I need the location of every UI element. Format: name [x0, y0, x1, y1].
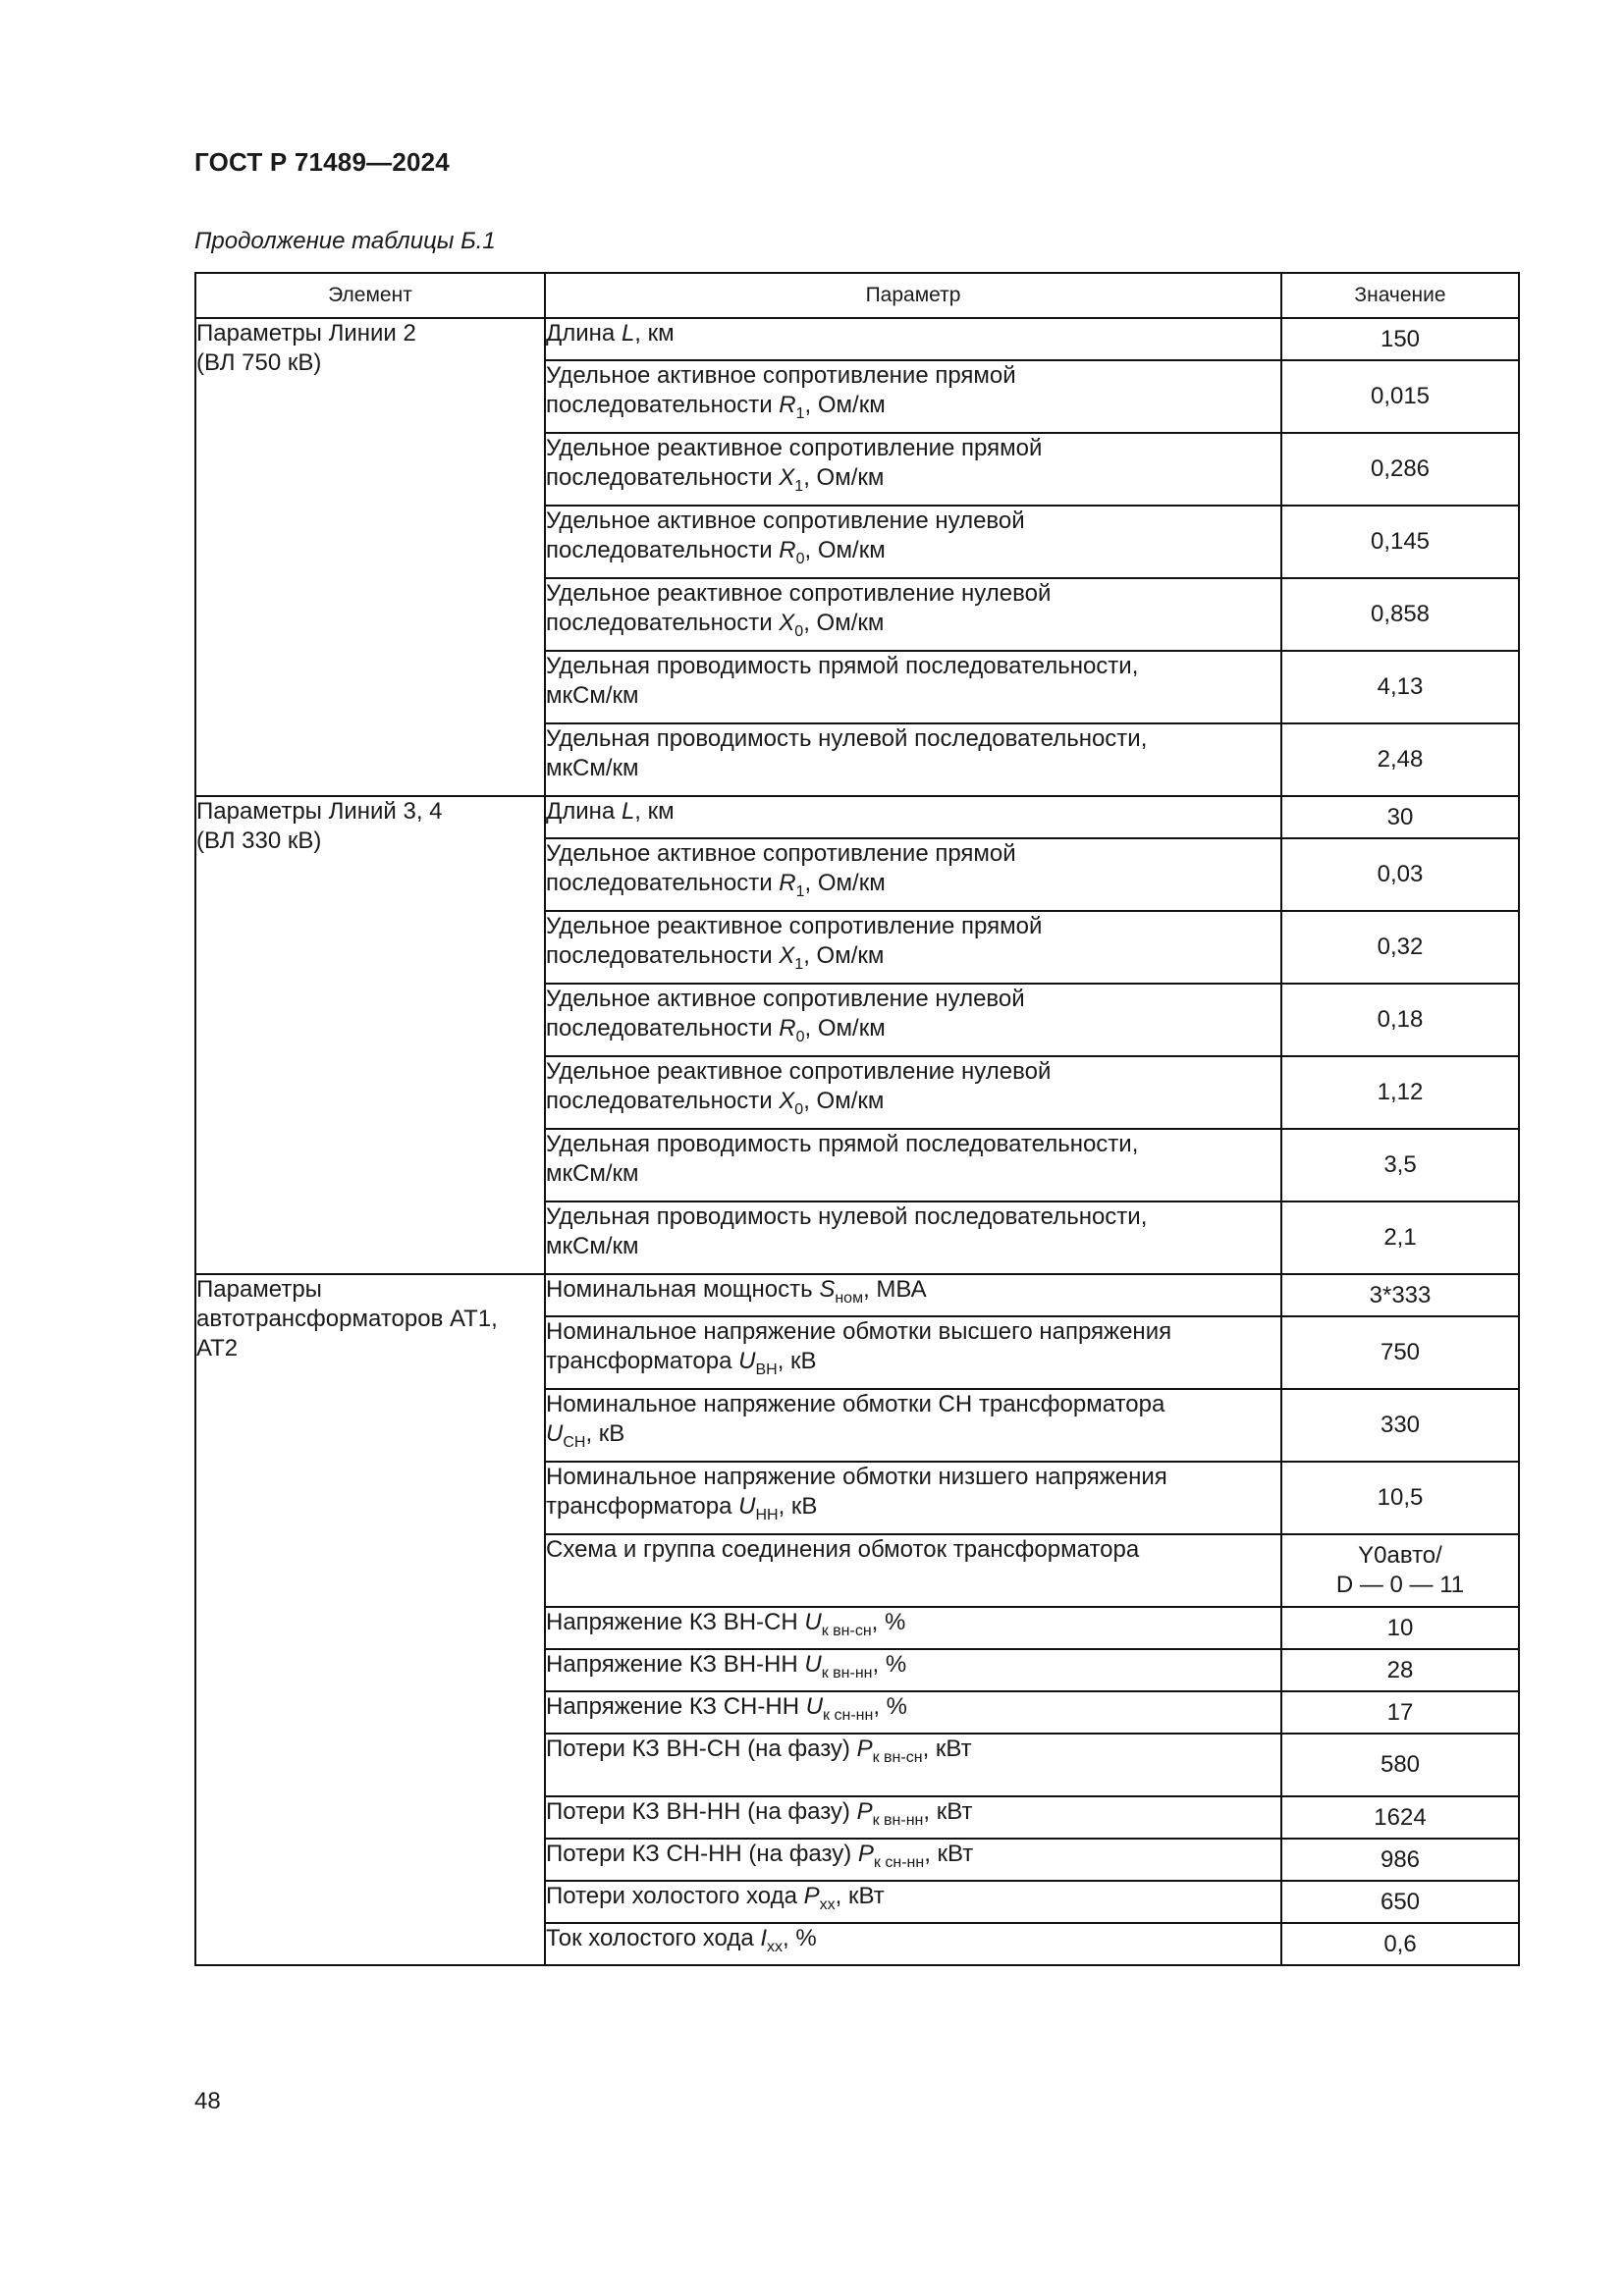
parameter-symbol: U [805, 1693, 824, 1720]
parameter-symbol: U [738, 1348, 756, 1374]
parameters-table [194, 272, 1520, 1966]
value-cell [1281, 1129, 1519, 1201]
parameter-label-line: Удельная проводимость нулевой последовательности, [546, 725, 1148, 752]
value-text: 4,13 [1377, 673, 1424, 700]
parameter-unit: , Ом/км [804, 392, 886, 418]
parameter-symbol: X [779, 464, 795, 491]
parameter-subscript: к вн-сн [821, 1623, 872, 1639]
document-code: ГОСТ Р 71489—2024 [194, 147, 450, 177]
value-text: 1,12 [1377, 1079, 1424, 1105]
value-text: 750 [1380, 1339, 1421, 1365]
value-cell [1281, 1389, 1519, 1462]
parameter-text: последовательности [546, 1015, 780, 1041]
parameter-unit: , Ом/км [803, 610, 885, 636]
parameter-label-line: Удельное активное сопротивление нулевой [546, 507, 1025, 534]
value-text: 0,32 [1377, 934, 1424, 960]
parameter-label-line [546, 1419, 1280, 1449]
parameter-unit: , Ом/км [803, 1088, 885, 1114]
parameter-unit: , Ом/км [804, 870, 886, 896]
parameter-cell [545, 506, 1281, 578]
value-cell [1281, 1534, 1519, 1607]
parameter-cell [545, 433, 1281, 506]
value-text: 30 [1386, 803, 1414, 830]
parameter-text: Потери КЗ ВН-СН (на фазу) [546, 1735, 857, 1762]
value-text: 0,18 [1377, 1006, 1424, 1033]
parameter-label-line [546, 1924, 1280, 1953]
value-cell [1281, 1839, 1519, 1881]
value-text: 0,015 [1370, 383, 1431, 409]
value-text: D — 0 — 11 [1335, 1572, 1465, 1598]
parameter-subscript: 1 [795, 883, 805, 900]
value-text: 580 [1380, 1751, 1421, 1778]
parameter-symbol: S [819, 1276, 836, 1303]
parameter-symbol: X [779, 610, 795, 636]
column-header-parameter: Параметр [545, 273, 1281, 318]
parameter-text: последовательности [546, 1088, 780, 1114]
parameter-symbol: L [621, 798, 635, 825]
element-cell [195, 1274, 545, 1965]
parameter-symbol: I [760, 1925, 768, 1951]
element-label-line: Параметры Линии 2 [196, 320, 416, 347]
parameter-cell [545, 1389, 1281, 1462]
parameter-label-line [546, 1347, 1280, 1376]
value-text: 150 [1380, 325, 1421, 352]
parameter-cell [545, 1649, 1281, 1691]
table-row [195, 318, 1519, 360]
parameter-label-line [546, 391, 1280, 420]
parameter-cell [545, 1534, 1281, 1607]
parameter-symbol: U [804, 1651, 822, 1678]
value-cell [1281, 984, 1519, 1056]
parameter-cell [545, 1796, 1281, 1839]
value-cell [1281, 1201, 1519, 1274]
parameter-cell [545, 1923, 1281, 1965]
parameter-symbol: X [779, 942, 795, 969]
parameter-label-line: Номинальное напряжение обмотки высшего напряжения [546, 1318, 1172, 1345]
value-text: 330 [1380, 1412, 1421, 1438]
parameter-label-line [546, 1797, 1280, 1827]
table-header-row [195, 273, 1519, 318]
parameter-label-line: Номинальное напряжение обмотки низшего напряжения [546, 1464, 1167, 1490]
parameter-subscript: 1 [794, 478, 804, 495]
parameter-label-line [546, 1159, 1280, 1189]
parameter-label-line [546, 1275, 1280, 1305]
column-header-value: Значение [1281, 273, 1519, 318]
parameter-cell [545, 838, 1281, 911]
value-cell [1281, 723, 1519, 796]
parameter-unit: , МВА [863, 1276, 927, 1303]
table-caption: Продолжение таблицы Б.1 [194, 228, 496, 254]
parameter-label-line [546, 681, 1280, 711]
element-label-line: (ВЛ 330 кВ) [196, 828, 322, 854]
parameter-unit: , Ом/км [803, 464, 885, 491]
value-cell [1281, 1056, 1519, 1129]
parameter-cell [545, 318, 1281, 360]
parameter-text: Потери КЗ ВН-НН (на фазу) [546, 1798, 857, 1825]
parameter-symbol: R [779, 1015, 796, 1041]
parameter-subscript: НН [755, 1507, 779, 1523]
parameter-cell [545, 1201, 1281, 1274]
parameter-label-line [546, 1840, 1280, 1869]
value-text: 2,48 [1377, 746, 1424, 773]
value-cell [1281, 1316, 1519, 1389]
parameter-cell [545, 796, 1281, 838]
value-cell [1281, 911, 1519, 984]
parameter-text: Длина [546, 320, 622, 347]
parameter-subscript: к вн-нн [821, 1665, 873, 1682]
parameter-text: последовательности [546, 610, 780, 636]
parameter-text: мкСм/км [546, 682, 639, 709]
table-row [195, 796, 1519, 838]
parameter-label-line: Удельная проводимость прямой последовательности, [546, 653, 1139, 679]
parameter-label-line: Удельное активное сопротивление прямой [546, 362, 1016, 389]
parameter-cell [545, 578, 1281, 651]
parameter-label-line [546, 1882, 1280, 1911]
parameter-subscript: ВН [755, 1362, 778, 1378]
parameter-unit: , кВт [922, 1735, 972, 1762]
parameter-label-line [546, 869, 1280, 898]
value-text: Y0авто/ [1358, 1542, 1442, 1569]
element-cell [195, 796, 545, 1274]
parameter-subscript: к сн-нн [873, 1854, 925, 1871]
parameter-unit: , % [783, 1925, 817, 1951]
parameter-subscript: СН [563, 1434, 586, 1451]
parameter-symbol: U [546, 1420, 564, 1447]
parameter-symbol: L [621, 320, 635, 347]
parameter-label-line: Удельное активное сопротивление прямой [546, 840, 1016, 867]
parameter-symbol: X [779, 1088, 795, 1114]
parameter-text: Ток холостого хода [546, 1925, 761, 1951]
value-cell [1281, 796, 1519, 838]
parameter-subscript: ном [835, 1290, 864, 1307]
parameter-subscript: хх [819, 1896, 836, 1913]
page-number: 48 [194, 2088, 221, 2114]
value-cell [1281, 1649, 1519, 1691]
value-cell [1281, 1691, 1519, 1734]
parameter-unit: , кВ [778, 1493, 818, 1520]
element-label-line: (ВЛ 750 кВ) [196, 349, 322, 376]
parameter-cell [545, 1839, 1281, 1881]
parameter-label-line [546, 797, 1280, 827]
value-cell [1281, 1923, 1519, 1965]
value-cell [1281, 1274, 1519, 1316]
parameter-unit: , кВт [923, 1798, 973, 1825]
value-cell [1281, 1734, 1519, 1796]
parameter-unit: , Ом/км [804, 1015, 886, 1041]
parameter-cell [545, 984, 1281, 1056]
parameter-unit: , кВт [835, 1883, 885, 1909]
value-text: 986 [1380, 1845, 1421, 1873]
value-cell [1281, 1462, 1519, 1534]
parameter-symbol: R [779, 870, 796, 896]
parameter-symbol: R [779, 392, 796, 418]
parameter-subscript: 0 [794, 623, 804, 640]
parameter-cell [545, 1316, 1281, 1389]
parameter-label-line [546, 1608, 1280, 1637]
parameter-subscript: 1 [794, 956, 804, 973]
parameter-unit: , км [634, 798, 675, 825]
parameter-cell [545, 723, 1281, 796]
parameter-label-line: Удельная проводимость прямой последовательности, [546, 1131, 1139, 1157]
parameter-label-line [546, 1735, 1280, 1764]
parameter-label-line [546, 319, 1280, 348]
value-text: 28 [1386, 1656, 1414, 1683]
parameter-label-line: Удельное активное сопротивление нулевой [546, 986, 1025, 1012]
parameter-text: мкСм/км [546, 1233, 639, 1259]
parameter-symbol: P [857, 1841, 874, 1867]
value-text: 1624 [1374, 1803, 1427, 1831]
element-label-line: автотрансформаторов АТ1, [196, 1306, 498, 1332]
parameter-symbol: U [804, 1609, 822, 1635]
parameter-label-line [546, 1087, 1280, 1116]
parameter-cell [545, 1607, 1281, 1649]
parameter-text: последовательности [546, 537, 780, 563]
value-text: 10 [1386, 1614, 1414, 1641]
parameter-cell [545, 1462, 1281, 1534]
parameter-cell [545, 1734, 1281, 1796]
element-label-line: Параметры [196, 1276, 322, 1303]
parameter-text: последовательности [546, 392, 780, 418]
parameter-label-line [546, 1692, 1280, 1722]
parameter-text: последовательности [546, 464, 780, 491]
element-label-line: АТ2 [196, 1335, 239, 1362]
parameter-cell [545, 651, 1281, 723]
parameter-label-line [546, 1014, 1280, 1043]
parameter-label-line: Номинальное напряжение обмотки СН трансформатора [546, 1391, 1165, 1417]
parameter-label-line: Удельное реактивное сопротивление прямой [546, 913, 1043, 939]
value-text: 10,5 [1377, 1484, 1424, 1511]
parameter-subscript: к вн-сн [872, 1749, 923, 1766]
parameter-text: трансформатора [546, 1348, 739, 1374]
parameter-cell [545, 1881, 1281, 1923]
parameter-subscript: 0 [795, 551, 805, 567]
parameter-cell [545, 1129, 1281, 1201]
parameter-text: Потери холостого хода [546, 1883, 804, 1909]
table-body [195, 318, 1519, 1965]
parameter-text: мкСм/км [546, 1160, 639, 1187]
parameter-text: трансформатора [546, 1493, 739, 1520]
value-text: 17 [1386, 1698, 1414, 1726]
value-cell [1281, 838, 1519, 911]
parameter-text: последовательности [546, 942, 780, 969]
value-text: 0,858 [1370, 601, 1431, 627]
parameter-label-line [546, 463, 1280, 493]
parameter-label-line: Удельное реактивное сопротивление прямой [546, 435, 1043, 461]
column-header-element: Элемент [195, 273, 545, 318]
parameter-text: Напряжение КЗ ВН-НН [546, 1651, 805, 1678]
parameter-unit: , кВ [585, 1420, 625, 1447]
parameter-label-line [546, 941, 1280, 971]
parameter-label-line [546, 536, 1280, 565]
parameter-label-line [546, 609, 1280, 638]
parameter-symbol: P [803, 1883, 820, 1909]
value-cell [1281, 433, 1519, 506]
parameter-unit: , % [873, 1693, 908, 1720]
parameter-label-line: Схема и группа соединения обмоток трансформатора [546, 1536, 1140, 1563]
parameter-label-line: Удельное реактивное сопротивление нулевой [546, 580, 1052, 607]
parameter-unit: , % [871, 1609, 906, 1635]
value-cell [1281, 578, 1519, 651]
parameter-unit: , % [872, 1651, 907, 1678]
table-row [195, 1274, 1519, 1316]
parameter-text: мкСм/км [546, 755, 639, 781]
element-label-line: Параметры Линий 3, 4 [196, 798, 443, 825]
parameter-cell [545, 1056, 1281, 1129]
parameter-text: Длина [546, 798, 622, 825]
value-text: 650 [1380, 1888, 1421, 1915]
value-cell [1281, 1607, 1519, 1649]
parameter-cell [545, 1274, 1281, 1316]
value-cell [1281, 1881, 1519, 1923]
parameter-cell [545, 1691, 1281, 1734]
parameter-unit: , кВт [924, 1841, 974, 1867]
parameter-label-line: Удельное реактивное сопротивление нулевой [546, 1058, 1052, 1085]
value-text: 0,6 [1383, 1930, 1417, 1957]
parameter-text: Напряжение КЗ ВН-СН [546, 1609, 805, 1635]
parameter-text: Номинальная мощность [546, 1276, 820, 1303]
value-cell [1281, 1796, 1519, 1839]
parameter-symbol: P [856, 1798, 873, 1825]
parameter-label-line [546, 1650, 1280, 1680]
value-text: 3*333 [1369, 1281, 1432, 1308]
parameter-unit: , Ом/км [803, 942, 885, 969]
value-text: 0,03 [1377, 861, 1424, 887]
parameter-subscript: 0 [795, 1029, 805, 1045]
parameter-symbol: R [779, 537, 796, 563]
parameter-label-line: Удельная проводимость нулевой последовательности, [546, 1203, 1148, 1230]
value-cell [1281, 506, 1519, 578]
parameter-label-line [546, 1232, 1280, 1261]
value-cell [1281, 318, 1519, 360]
parameter-cell [545, 360, 1281, 433]
parameter-subscript: к сн-нн [823, 1707, 874, 1724]
parameter-subscript: хх [767, 1939, 784, 1955]
value-text: 3,5 [1383, 1151, 1417, 1178]
parameter-label-line [546, 754, 1280, 783]
parameter-text: Потери КЗ СН-НН (на фазу) [546, 1841, 858, 1867]
value-text: 2,1 [1383, 1224, 1417, 1251]
parameter-symbol: U [738, 1493, 756, 1520]
value-text: 0,145 [1370, 528, 1431, 555]
parameter-text: последовательности [546, 870, 780, 896]
parameter-subscript: 0 [794, 1101, 804, 1118]
parameter-cell [545, 911, 1281, 984]
value-cell [1281, 651, 1519, 723]
parameter-label-line [546, 1492, 1280, 1522]
value-cell [1281, 360, 1519, 433]
parameter-unit: , км [634, 320, 675, 347]
parameter-unit: , кВ [777, 1348, 817, 1374]
element-cell [195, 318, 545, 796]
parameter-subscript: 1 [795, 405, 805, 422]
value-text: 0,286 [1370, 455, 1431, 482]
parameter-text: Напряжение КЗ СН-НН [546, 1693, 806, 1720]
parameter-unit: , Ом/км [804, 537, 886, 563]
parameter-symbol: P [856, 1735, 873, 1762]
parameter-subscript: к вн-нн [872, 1812, 924, 1829]
